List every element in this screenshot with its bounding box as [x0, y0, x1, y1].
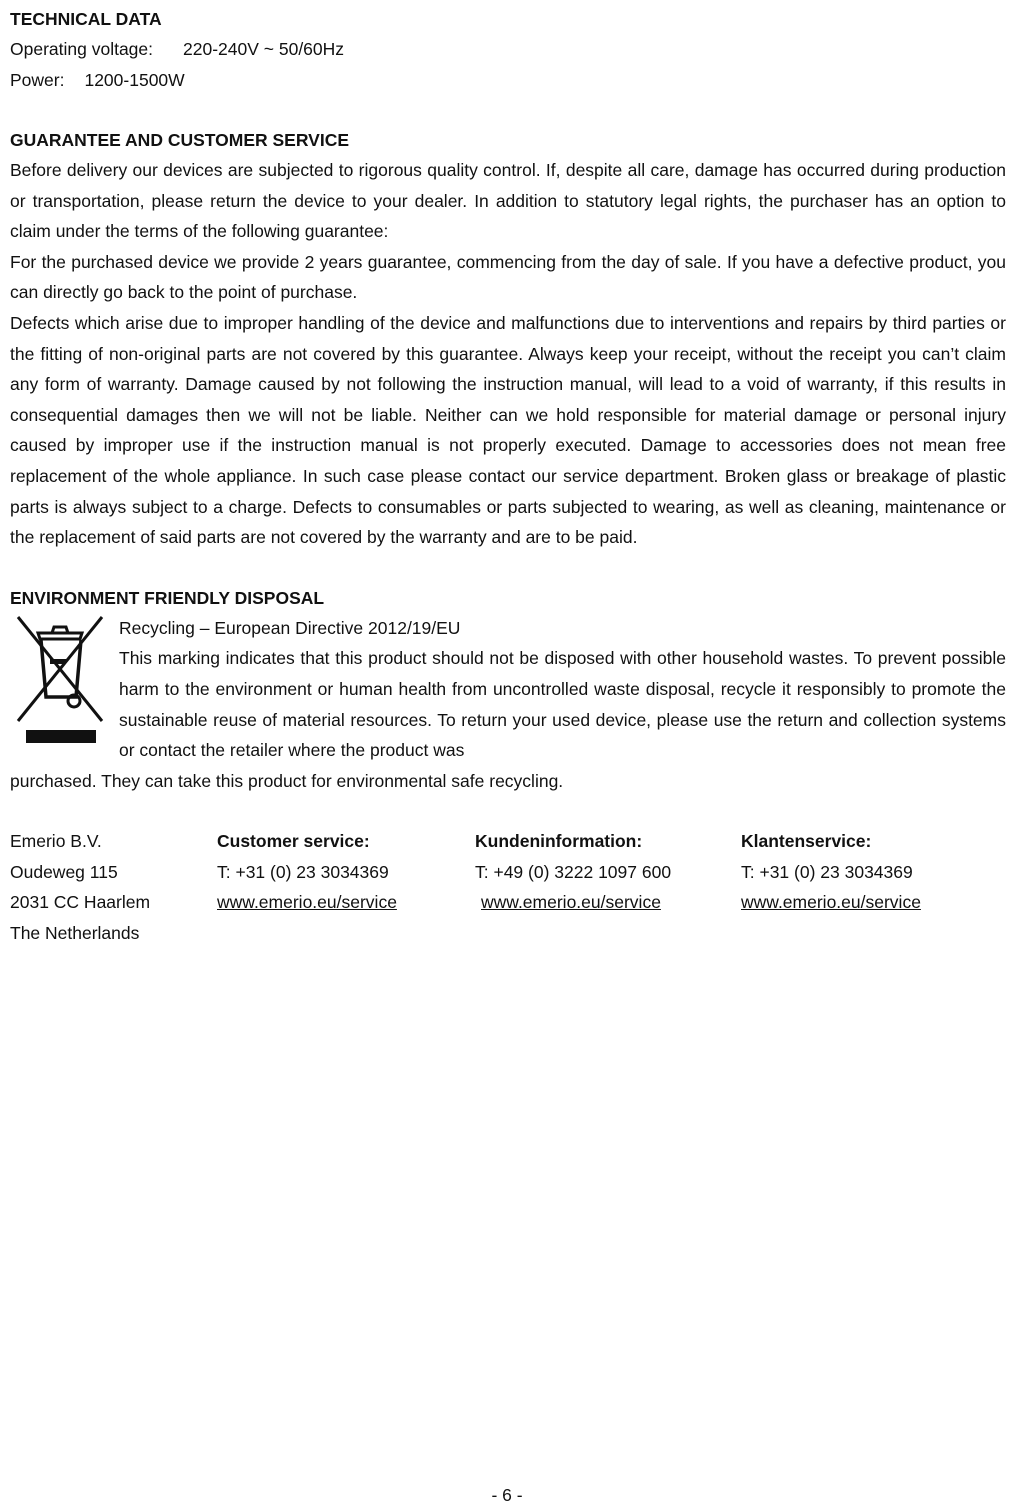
company-city: 2031 CC Haarlem — [10, 892, 151, 913]
kundeninformation-column — [475, 826, 671, 917]
page-number: - 6 - — [491, 1485, 523, 1505]
crossed-out-wheelie-bin-icon — [14, 613, 106, 743]
power-label: Power: — [10, 69, 65, 90]
contact-block — [10, 826, 1006, 948]
technical-data-heading: TECHNICAL DATA — [10, 9, 162, 29]
disposal-body — [119, 613, 1006, 766]
document-page — [10, 4, 1006, 948]
service-link[interactable]: www.emerio.eu/service — [217, 892, 397, 913]
voltage-value: 220-240V ~ 50/60Hz — [183, 39, 345, 59]
company-country: The Netherlands — [10, 922, 140, 943]
phone: T: +31 (0) 23 3034369 — [217, 861, 389, 882]
guarantee-paragraph: Before delivery our devices are subjected to rigorous quality control. If, despite all care, damage has occurred during production or transportation, please return the device to your dealer. In addition to statutory legal rights, the purchaser has an option to claim under the terms of the following guarantee: — [10, 160, 1006, 242]
company-street: Oudeweg 115 — [10, 861, 118, 882]
disposal-section — [10, 613, 1006, 797]
directive-line: Recycling – European Directive 2012/19/EU — [119, 617, 461, 638]
power-row — [10, 65, 1006, 96]
company-name: Emerio B.V. — [10, 831, 102, 852]
klantenservice-column — [741, 826, 921, 917]
voltage-label: Operating voltage: — [10, 39, 154, 59]
service-link[interactable]: www.emerio.eu/service — [481, 892, 661, 913]
customer-service-column — [217, 826, 397, 917]
guarantee-paragraph: For the purchased device we provide 2 years guarantee, commencing from the day of sale. If you have a defective product, you can directly go back to the point of purchase. — [10, 251, 1006, 303]
service-link[interactable]: www.emerio.eu/service — [741, 892, 921, 913]
phone: T: +31 (0) 23 3034369 — [741, 861, 913, 882]
voltage-row — [10, 34, 1006, 65]
disposal-text: This marking indicates that this product should not be disposed with other household wastes. To prevent possible harm to the environment or human health from uncontrolled waste disposal, recycle it responsibly to promote the sustainable reuse of material resources. To return your used device, please use the return and collection systems or contact the retailer where the product was — [119, 648, 1006, 761]
phone: T: +49 (0) 3222 1097 600 — [475, 861, 672, 882]
column-title: Klantenservice: — [741, 831, 872, 852]
column-title: Kundeninformation: — [475, 831, 643, 852]
disposal-heading: ENVIRONMENT FRIENDLY DISPOSAL — [10, 587, 325, 608]
column-title: Customer service: — [217, 831, 370, 852]
disposal-text-tail: purchased. They can take this product for environmental safe recycling. — [10, 770, 564, 791]
guarantee-heading: GUARANTEE AND CUSTOMER SERVICE — [10, 130, 350, 150]
power-value: 1200-1500W — [84, 69, 185, 90]
guarantee-paragraph: Defects which arise due to improper handling of the device and malfunctions due to interventions and repairs by third parties or the fitting of non-original parts are not covered by this guarantee. Always keep your receipt, without the receipt you can’t claim any form of warranty. Damage caused by not following the instruction manual, will lead to a void of warranty, if this results in consequential damages then we will not be liable. Neither can we hold responsible for material damage or personal injury caused by improper use if the instruction manual is not properly executed. Damage to accessories does not mean free replacement of the whole appliance. In such case please contact our service department. Broken glass or breakage of plastic parts is always subject to a charge. Defects to consumables or parts subjected to wearing, as well as cleaning, maintenance or the replacement of said parts are not covered by the warranty and are to be paid. — [10, 312, 1006, 548]
company-address — [10, 826, 150, 948]
